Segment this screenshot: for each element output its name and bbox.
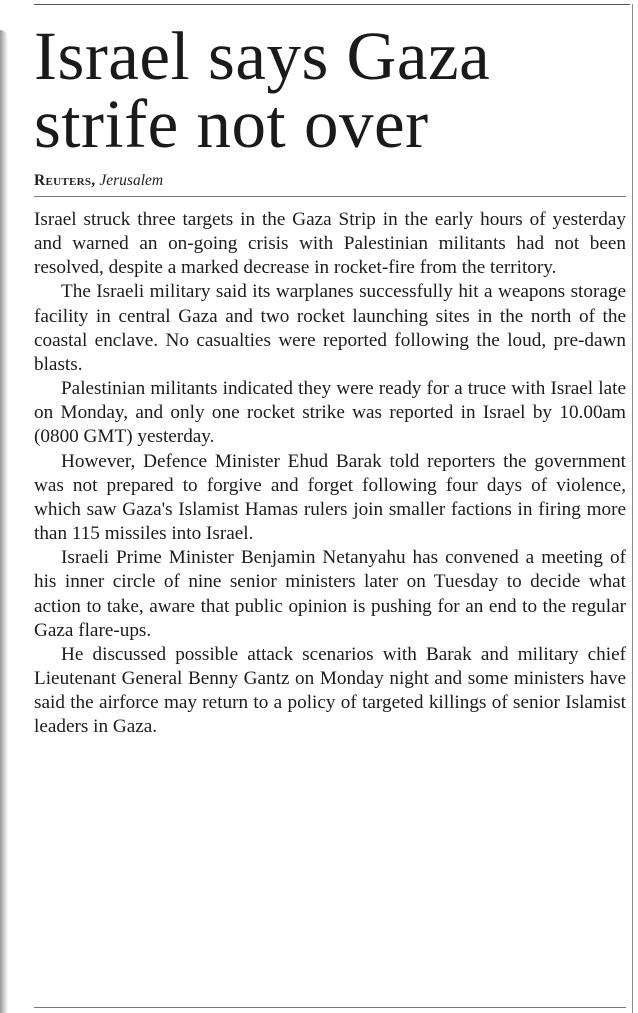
news-article [34, 18, 626, 739]
top-rule [34, 4, 630, 5]
byline-city: Jerusalem [99, 172, 164, 189]
headline-line-2: strife not over [34, 86, 429, 162]
byline-agency: Reuters, [34, 172, 96, 189]
byline-rule [34, 196, 626, 197]
paragraph-6: He discussed possible attack scenarios with Barak and military chief Lieutenant General Benny Gantz on Monday night and some ministers have said the airforce may return to a policy of targeted killings of senior Islamist leaders in Gaza. [34, 643, 626, 738]
paragraph-3: Palestinian militants indicated they were ready for a truce with Israel late on Monday, and only one rocket strike was reported in Israel by 10.00am (0800 GMT) yesterday. [34, 378, 626, 448]
headline-line-1: Israel says Gaza [34, 18, 491, 94]
byline [34, 172, 626, 190]
column-edge-rule [632, 4, 633, 1013]
paragraph-5: Israeli Prime Minister Benjamin Netanyahu has convened a meeting of his inner circle of nine senior ministers later on Tuesday to decide what action to take, aware that public opinion is pushing for an end to the regular Gaza flare-ups. [34, 547, 626, 641]
page-edge-shadow [0, 30, 8, 1013]
paragraph-1: Israel struck three targets in the Gaza Strip in the early hours of yesterday and warned an on-going crisis with Palestinian militants had not been resolved, despite a marked decrease in rocket-fire from the territory. [34, 209, 626, 279]
paragraph-2: The Israeli military said its warplanes successfully hit a weapons storage facility in central Gaza and two rocket launching sites in the north of the coastal enclave. No casualties were reported following the loud, pre-dawn blasts. [34, 281, 626, 375]
bottom-rule [34, 1007, 626, 1008]
headline [34, 18, 626, 162]
paragraph-4: However, Defence Minister Ehud Barak told reporters the government was not prepared to forgive and forget following four days of violence, which saw Gaza's Islamist Hamas rulers join smaller factions in firing more than 115 missiles into Israel. [34, 450, 626, 545]
article-body [34, 208, 626, 739]
